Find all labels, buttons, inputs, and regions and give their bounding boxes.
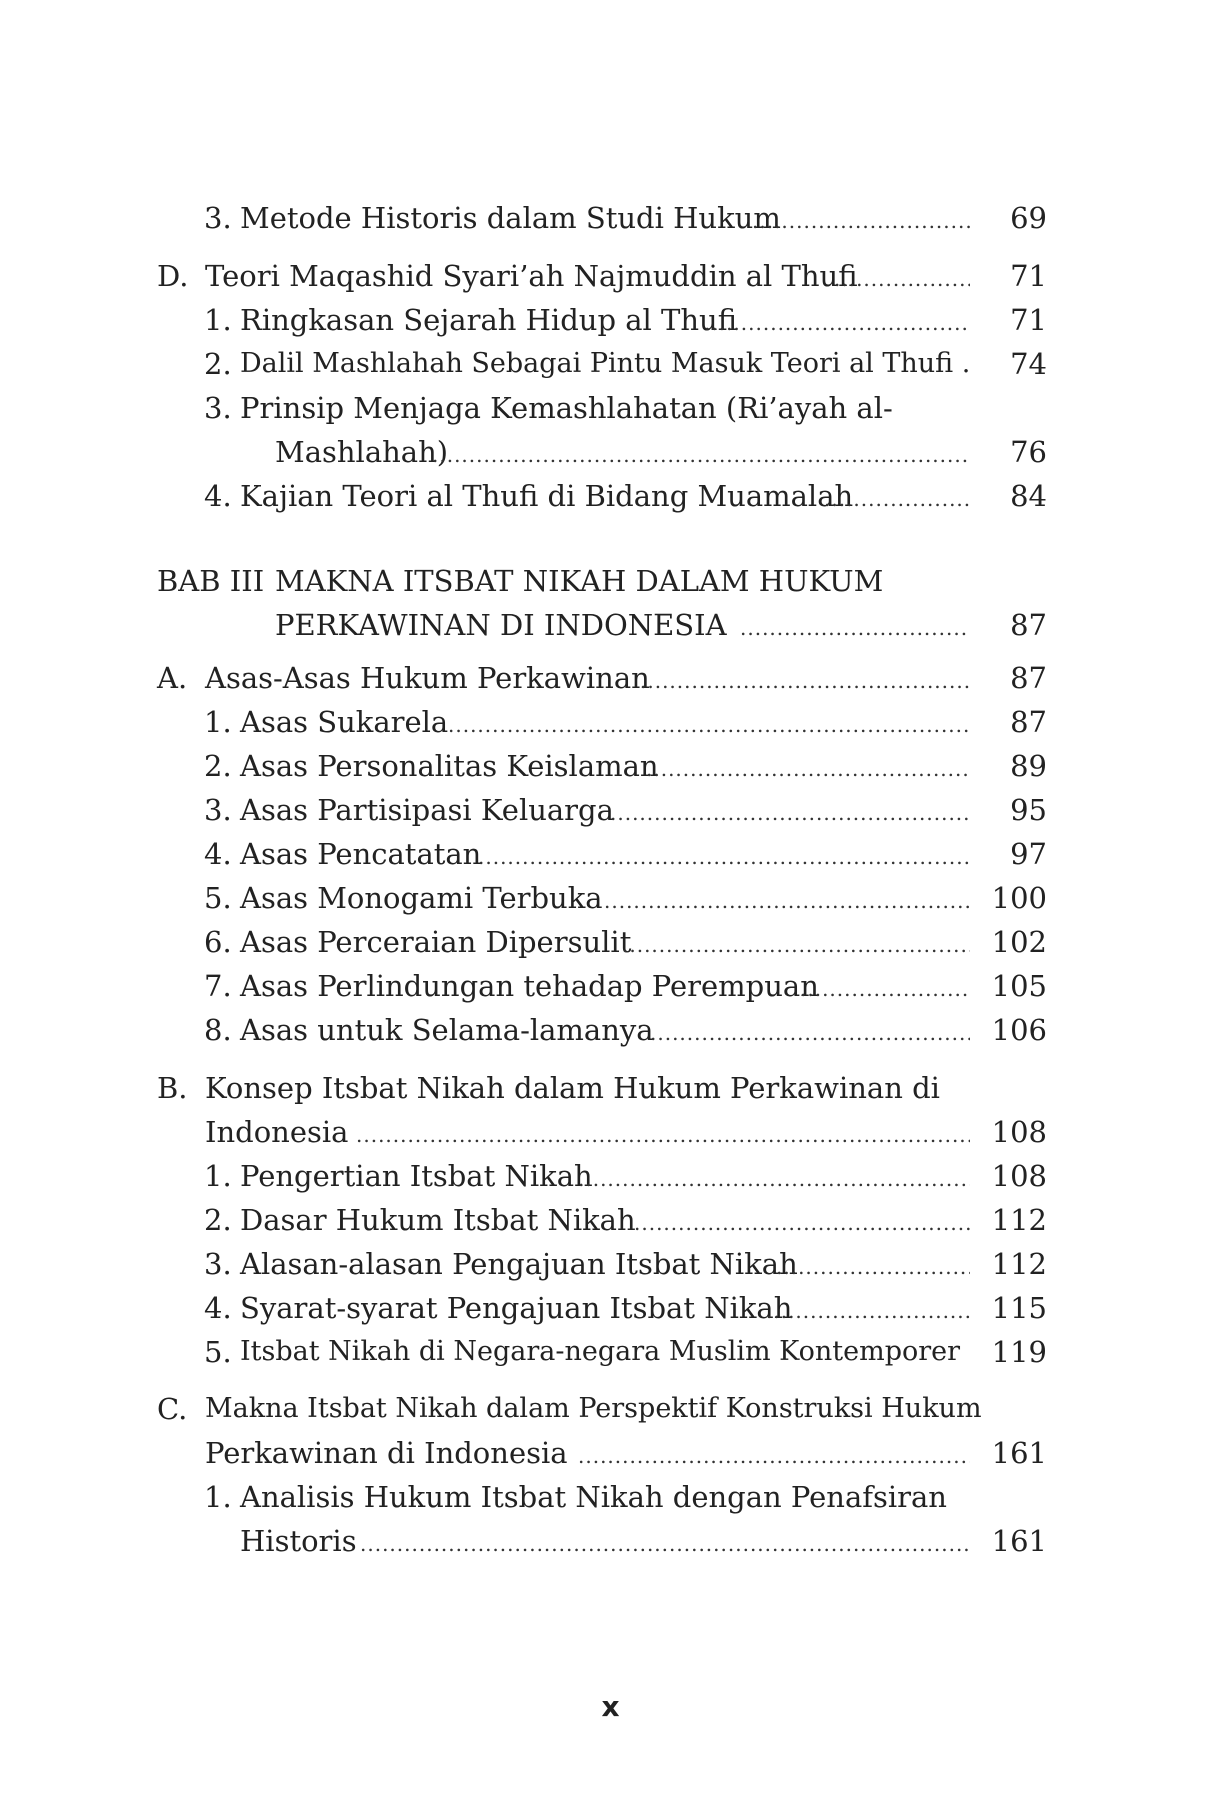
- toc-entry-page: 95: [1010, 793, 1047, 827]
- toc-entry-title: Asas Sukarela: [240, 705, 449, 739]
- leader-dots: [704, 301, 970, 342]
- toc-entry-page: 97: [1010, 837, 1047, 871]
- toc-entry-title-continued: Historis: [240, 1524, 357, 1558]
- toc-section-title: Teori Maqashid Syari’ah Najmuddin al Thufi: [205, 259, 858, 293]
- leader-dots: [834, 257, 970, 298]
- toc-entry-number: 2.: [204, 1203, 232, 1237]
- toc-entry-number: 5.: [204, 1335, 232, 1369]
- toc-chapter-title-continued: PERKAWINAN DI INDONESIA: [275, 608, 727, 642]
- toc-entry-title: Analisis Hukum Itsbat Nikah dengan Penafsiran: [240, 1480, 947, 1514]
- toc-entry-page: 112: [991, 1247, 1047, 1281]
- toc-entry-number: 2.: [204, 749, 232, 783]
- toc-entry-title: Asas Monogami Terbuka: [240, 881, 603, 915]
- toc-section-letter: A.: [157, 661, 188, 695]
- toc-entry-page: 106: [991, 1013, 1047, 1047]
- leader-dots: [650, 1011, 970, 1052]
- toc-entry-page: 108: [991, 1159, 1047, 1193]
- toc-entry-title: Kajian Teori al Thufi di Bidang Muamalah: [240, 479, 854, 513]
- toc-entry-number: 6.: [204, 925, 232, 959]
- leader-dots: [824, 477, 970, 518]
- toc-entry-number: 4.: [204, 1291, 232, 1325]
- toc-section-title-continued: Perkawinan di Indonesia: [205, 1436, 568, 1470]
- toc-entry-page: 102: [991, 925, 1047, 959]
- toc-entry-number: 4.: [204, 837, 232, 871]
- toc-section-page: 71: [1010, 259, 1047, 293]
- toc-entry-title: Asas Perlindungan tehadap Perempuan: [240, 969, 819, 1003]
- leader-dots: [578, 1157, 970, 1198]
- toc-entry-page: 74: [1010, 347, 1047, 381]
- toc-entry-page: 161: [991, 1524, 1047, 1558]
- leader-dots: [360, 1522, 970, 1563]
- toc-entry-page: 76: [1010, 435, 1047, 469]
- toc-entry-page: 105: [991, 969, 1047, 1003]
- toc-entry-page: 87: [1010, 705, 1047, 739]
- toc-entry-title: Dalil Mashlahah Sebagai Pintu Masuk Teori al Thufi .: [240, 348, 971, 379]
- toc-section-page: 161: [991, 1436, 1047, 1470]
- toc-entry-title: Itsbat Nikah di Negara-negara Muslim Kontemporer: [240, 1336, 961, 1367]
- leader-dots: [478, 835, 970, 876]
- toc-section-title: Makna Itsbat Nikah dalam Perspektif Konstruksi Hukum: [205, 1393, 982, 1424]
- toc-chapter-label: BAB III: [157, 564, 265, 598]
- toc-entry-title: Alasan-alasan Pengajuan Itsbat Nikah: [240, 1247, 798, 1281]
- toc-section-title: Konsep Itsbat Nikah dalam Hukum Perkawinan di: [205, 1071, 940, 1105]
- leader-dots: [604, 879, 970, 920]
- toc-entry-title: Asas Partisipasi Keluarga: [240, 793, 614, 827]
- toc-entry-number: 1.: [204, 1159, 232, 1193]
- toc-section-page: 87: [1010, 661, 1047, 695]
- toc-entry-number: 5.: [204, 881, 232, 915]
- toc-entry-number: 8.: [204, 1013, 232, 1047]
- toc-entry-number: 2.: [204, 347, 232, 381]
- toc-entry-number: 3.: [204, 1247, 232, 1281]
- leader-dots: [640, 659, 970, 700]
- toc-entry-number: 3.: [204, 201, 232, 235]
- leader-dots: [634, 1201, 970, 1242]
- leader-dots: [800, 967, 970, 1008]
- toc-entry-title: Asas Personalitas Keislaman: [240, 749, 659, 783]
- leader-dots: [622, 923, 970, 964]
- page-number: x: [601, 1690, 620, 1723]
- toc-entry-number: 1.: [204, 1480, 232, 1514]
- toc-entry-title: Asas Perceraian Dipersulit: [240, 925, 632, 959]
- toc-section-title-continued: Indonesia: [205, 1115, 349, 1149]
- toc-section-letter: B.: [157, 1071, 188, 1105]
- toc-entry-page: 115: [991, 1291, 1047, 1325]
- leader-dots: [432, 433, 970, 474]
- leader-dots: [646, 747, 970, 788]
- toc-entry-title: Pengertian Itsbat Nikah: [240, 1159, 593, 1193]
- toc-section-letter: C.: [157, 1392, 188, 1426]
- toc-entry-number: 3.: [204, 391, 232, 425]
- toc-entry-page: 100: [991, 881, 1047, 915]
- toc-entry-title: Metode Historis dalam Studi Hukum: [240, 201, 781, 235]
- leader-dots: [610, 791, 970, 832]
- toc-entry-number: 7.: [204, 969, 232, 1003]
- toc-chapter-page: 87: [1010, 608, 1047, 642]
- leader-dots: [752, 199, 970, 240]
- toc-entry-title: Prinsip Menjaga Kemashlahatan (Ri’ayah al-: [240, 391, 893, 425]
- leader-dots: [740, 606, 970, 647]
- toc-entry-page: 84: [1010, 479, 1047, 513]
- toc-entry-title: Syarat-syarat Pengajuan Itsbat Nikah: [240, 1291, 793, 1325]
- toc-entry-number: 4.: [204, 479, 232, 513]
- toc-entry-page: 112: [991, 1203, 1047, 1237]
- toc-entry-number: 3.: [204, 793, 232, 827]
- toc-entry-title-continued: Mashlahah): [275, 435, 449, 469]
- toc-section-title: Asas-Asas Hukum Perkawinan: [205, 661, 650, 695]
- leader-dots: [776, 1245, 970, 1286]
- toc-section-page: 108: [991, 1115, 1047, 1149]
- leader-dots: [766, 1289, 970, 1330]
- toc-entry-title: Ringkasan Sejarah Hidup al Thufi: [240, 303, 738, 337]
- toc-entry-title: Dasar Hukum Itsbat Nikah: [240, 1203, 636, 1237]
- toc-entry-number: 1.: [204, 705, 232, 739]
- toc-entry-page: 89: [1010, 749, 1047, 783]
- toc-entry-page: 69: [1010, 201, 1047, 235]
- toc-entry-page: 119: [991, 1335, 1047, 1369]
- toc-section-letter: D.: [157, 259, 189, 293]
- leader-dots: [578, 1434, 970, 1475]
- toc-entry-title: Asas untuk Selama-lamanya: [240, 1013, 654, 1047]
- toc-entry-number: 1.: [204, 303, 232, 337]
- toc-entry-page: 71: [1010, 303, 1047, 337]
- toc-chapter-title: MAKNA ITSBAT NIKAH DALAM HUKUM: [275, 564, 884, 598]
- leader-dots: [448, 703, 970, 744]
- leader-dots: [356, 1113, 970, 1154]
- toc-entry-title: Asas Pencatatan: [240, 837, 482, 871]
